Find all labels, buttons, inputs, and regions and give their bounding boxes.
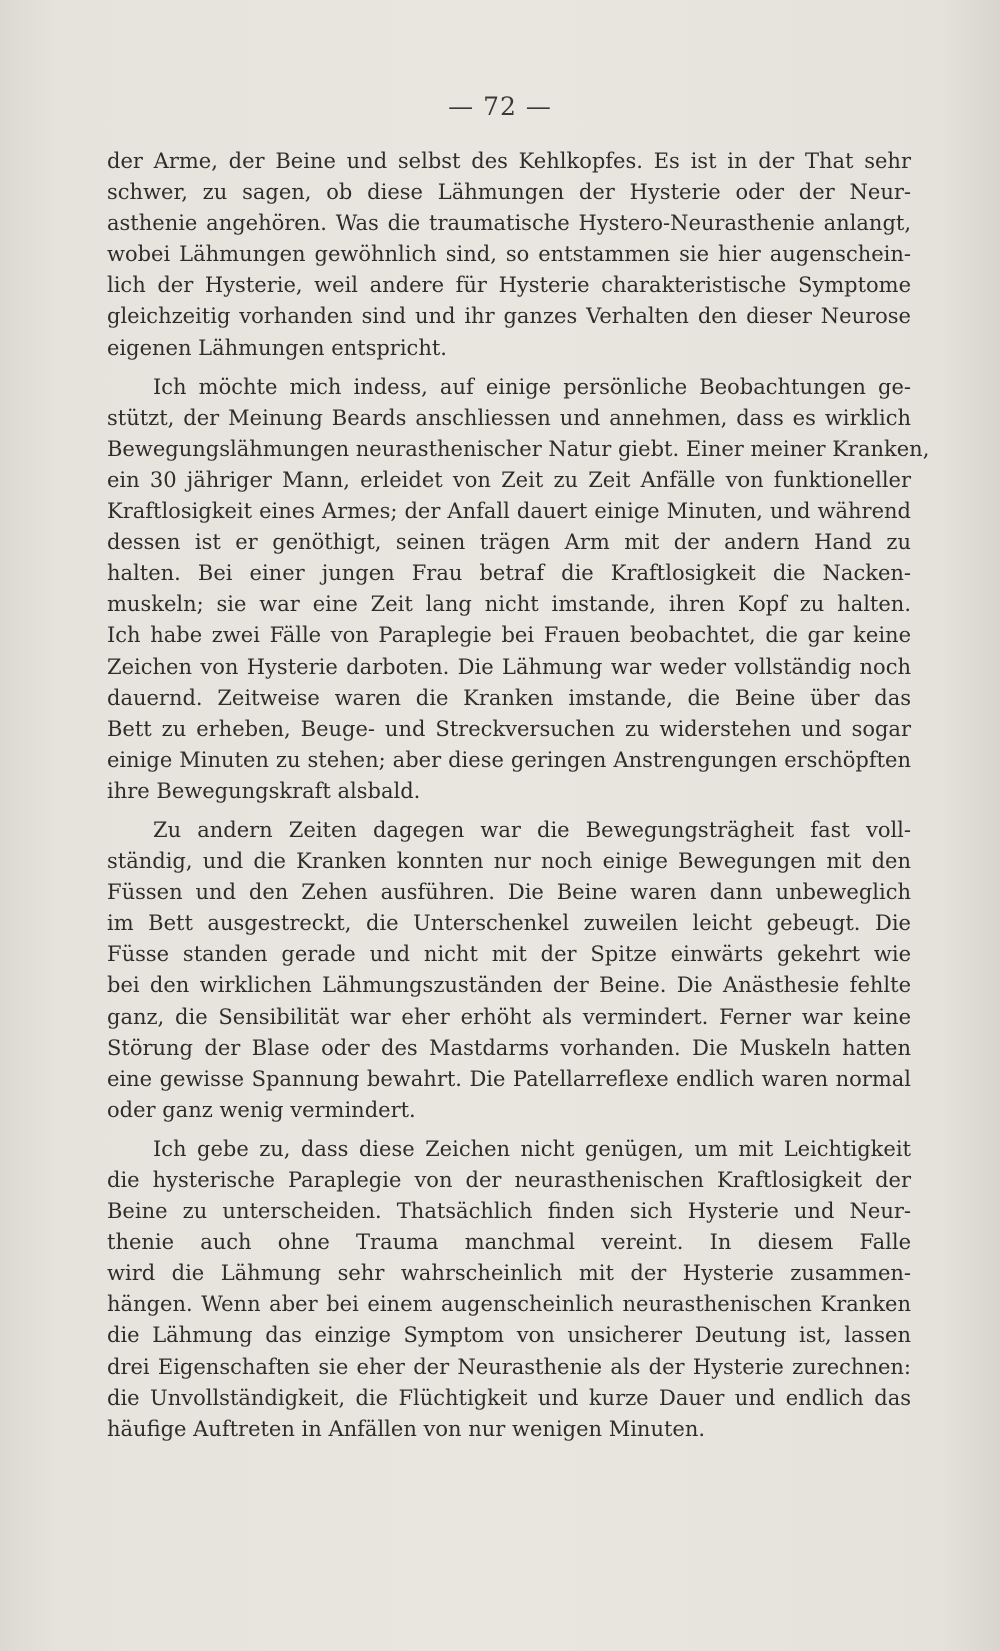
body-text	[107, 146, 930, 1445]
text-line: einige Minuten zu stehen; aber diese geringen Anstrengungen erschöpften	[107, 747, 911, 772]
text-line: die Unvollständigkeit, die Flüchtigkeit und kurze Dauer und endlich das	[107, 1385, 911, 1410]
text-line: ständig, und die Kranken konnten nur noch einige Bewegungen mit den	[107, 849, 911, 874]
text-line: wird die Lähmung sehr wahrscheinlich mit der Hysterie zusammen-	[107, 1261, 911, 1286]
text-line: halten. Bei einer jungen Frau betraf die Kraftlosigkeit die Nacken-	[107, 561, 911, 586]
text-line: dauernd. Zeitweise waren die Kranken imstande, die Beine über das	[107, 685, 911, 710]
text-line: die Lähmung das einzige Symptom von unsicherer Deutung ist, lassen	[107, 1323, 911, 1348]
text-line: Zu andern Zeiten dagegen war die Bewegungsträgheit fast voll-	[153, 817, 911, 842]
text-line: ganz, die Sensibilität war eher erhöht als vermindert. Ferner war keine	[107, 1004, 911, 1029]
text-line: im Bett ausgestreckt, die Unterschenkel zuweilen leicht gebeugt. Die	[107, 911, 911, 936]
paragraph	[107, 1134, 911, 1445]
text-line: stützt, der Meinung Beards anschliessen und annehmen, dass es wirklich	[107, 405, 911, 430]
text-line: Ich gebe zu, dass diese Zeichen nicht genügen, um mit Leichtigkeit	[153, 1136, 911, 1161]
text-line: Ich habe zwei Fälle von Paraplegie bei Frauen beobachtet, die gar keine	[107, 623, 911, 648]
text-line: dessen ist er genöthigt, seinen trägen Arm mit der andern Hand zu	[107, 530, 911, 555]
paragraph	[107, 372, 930, 807]
text-line: Ich möchte mich indess, auf einige persönliche Beobachtungen ge-	[153, 374, 911, 399]
text-line: gleichzeitig vorhanden sind und ihr ganzes Verhalten den dieser Neurose	[107, 304, 911, 329]
text-line: schwer, zu sagen, ob diese Lähmungen der Hysterie oder der Neur-	[107, 180, 911, 205]
text-line: ihre Bewegungskraft alsbald.	[107, 778, 421, 803]
text-line: Kraftlosigkeit eines Armes; der Anfall dauert einige Minuten, und während	[107, 499, 911, 524]
text-line: drei Eigenschaften sie eher der Neurasthenie als der Hysterie zurechnen:	[107, 1354, 911, 1379]
text-line: eigenen Lähmungen entspricht.	[107, 335, 447, 360]
text-line: Beine zu unterscheiden. Thatsächlich finden sich Hysterie und Neur-	[107, 1199, 911, 1224]
text-line: muskeln; sie war eine Zeit lang nicht imstande, ihren Kopf zu halten.	[107, 592, 911, 617]
text-line: Zeichen von Hysterie darboten. Die Lähmung war weder vollständig noch	[107, 654, 911, 679]
text-line: thenie auch ohne Trauma manchmal vereint. In diesem Falle	[107, 1230, 911, 1255]
text-line: Bewegungslähmungen neurasthenischer Natur giebt. Einer meiner Kranken,	[107, 436, 930, 461]
text-line: eine gewisse Spannung bewahrt. Die Patellarreflexe endlich waren normal	[107, 1066, 911, 1091]
text-line: Füssen und den Zehen ausführen. Die Beine waren dann unbeweglich	[107, 880, 911, 905]
text-line: bei den wirklichen Lähmungszuständen der Beine. Die Anästhesie fehlte	[107, 973, 911, 998]
text-line: der Arme, der Beine und selbst des Kehlkopfes. Es ist in der That sehr	[107, 149, 911, 173]
paragraph	[107, 815, 911, 1126]
text-line: Störung der Blase oder des Mastdarms vorhanden. Die Muskeln hatten	[107, 1035, 911, 1060]
text-line: hängen. Wenn aber bei einem augenscheinlich neurasthenischen Kranken	[107, 1292, 911, 1317]
text-line: ein 30 jähriger Mann, erleidet von Zeit zu Zeit Anfälle von funktioneller	[107, 467, 911, 492]
text-line: wobei Lähmungen gewöhnlich sind, so entstammen sie hier augenschein-	[107, 242, 911, 267]
text-line: Bett zu erheben, Beuge- und Streckversuchen zu widerstehen und sogar	[107, 716, 911, 741]
text-line: die hysterische Paraplegie von der neurasthenischen Kraftlosigkeit der	[107, 1168, 911, 1192]
paragraph	[107, 146, 911, 364]
page-number: — 72 —	[448, 92, 552, 121]
text-line: häufige Auftreten in Anfällen von nur wenigen Minuten.	[107, 1416, 706, 1441]
text-line: oder ganz wenig vermindert.	[107, 1097, 416, 1122]
text-line: asthenie angehören. Was die traumatische Hystero-Neurasthenie anlangt,	[107, 211, 911, 236]
text-line: Füsse standen gerade und nicht mit der Spitze einwärts gekehrt wie	[107, 942, 911, 967]
text-line: lich der Hysterie, weil andere für Hysterie charakteristische Symptome	[107, 273, 911, 298]
